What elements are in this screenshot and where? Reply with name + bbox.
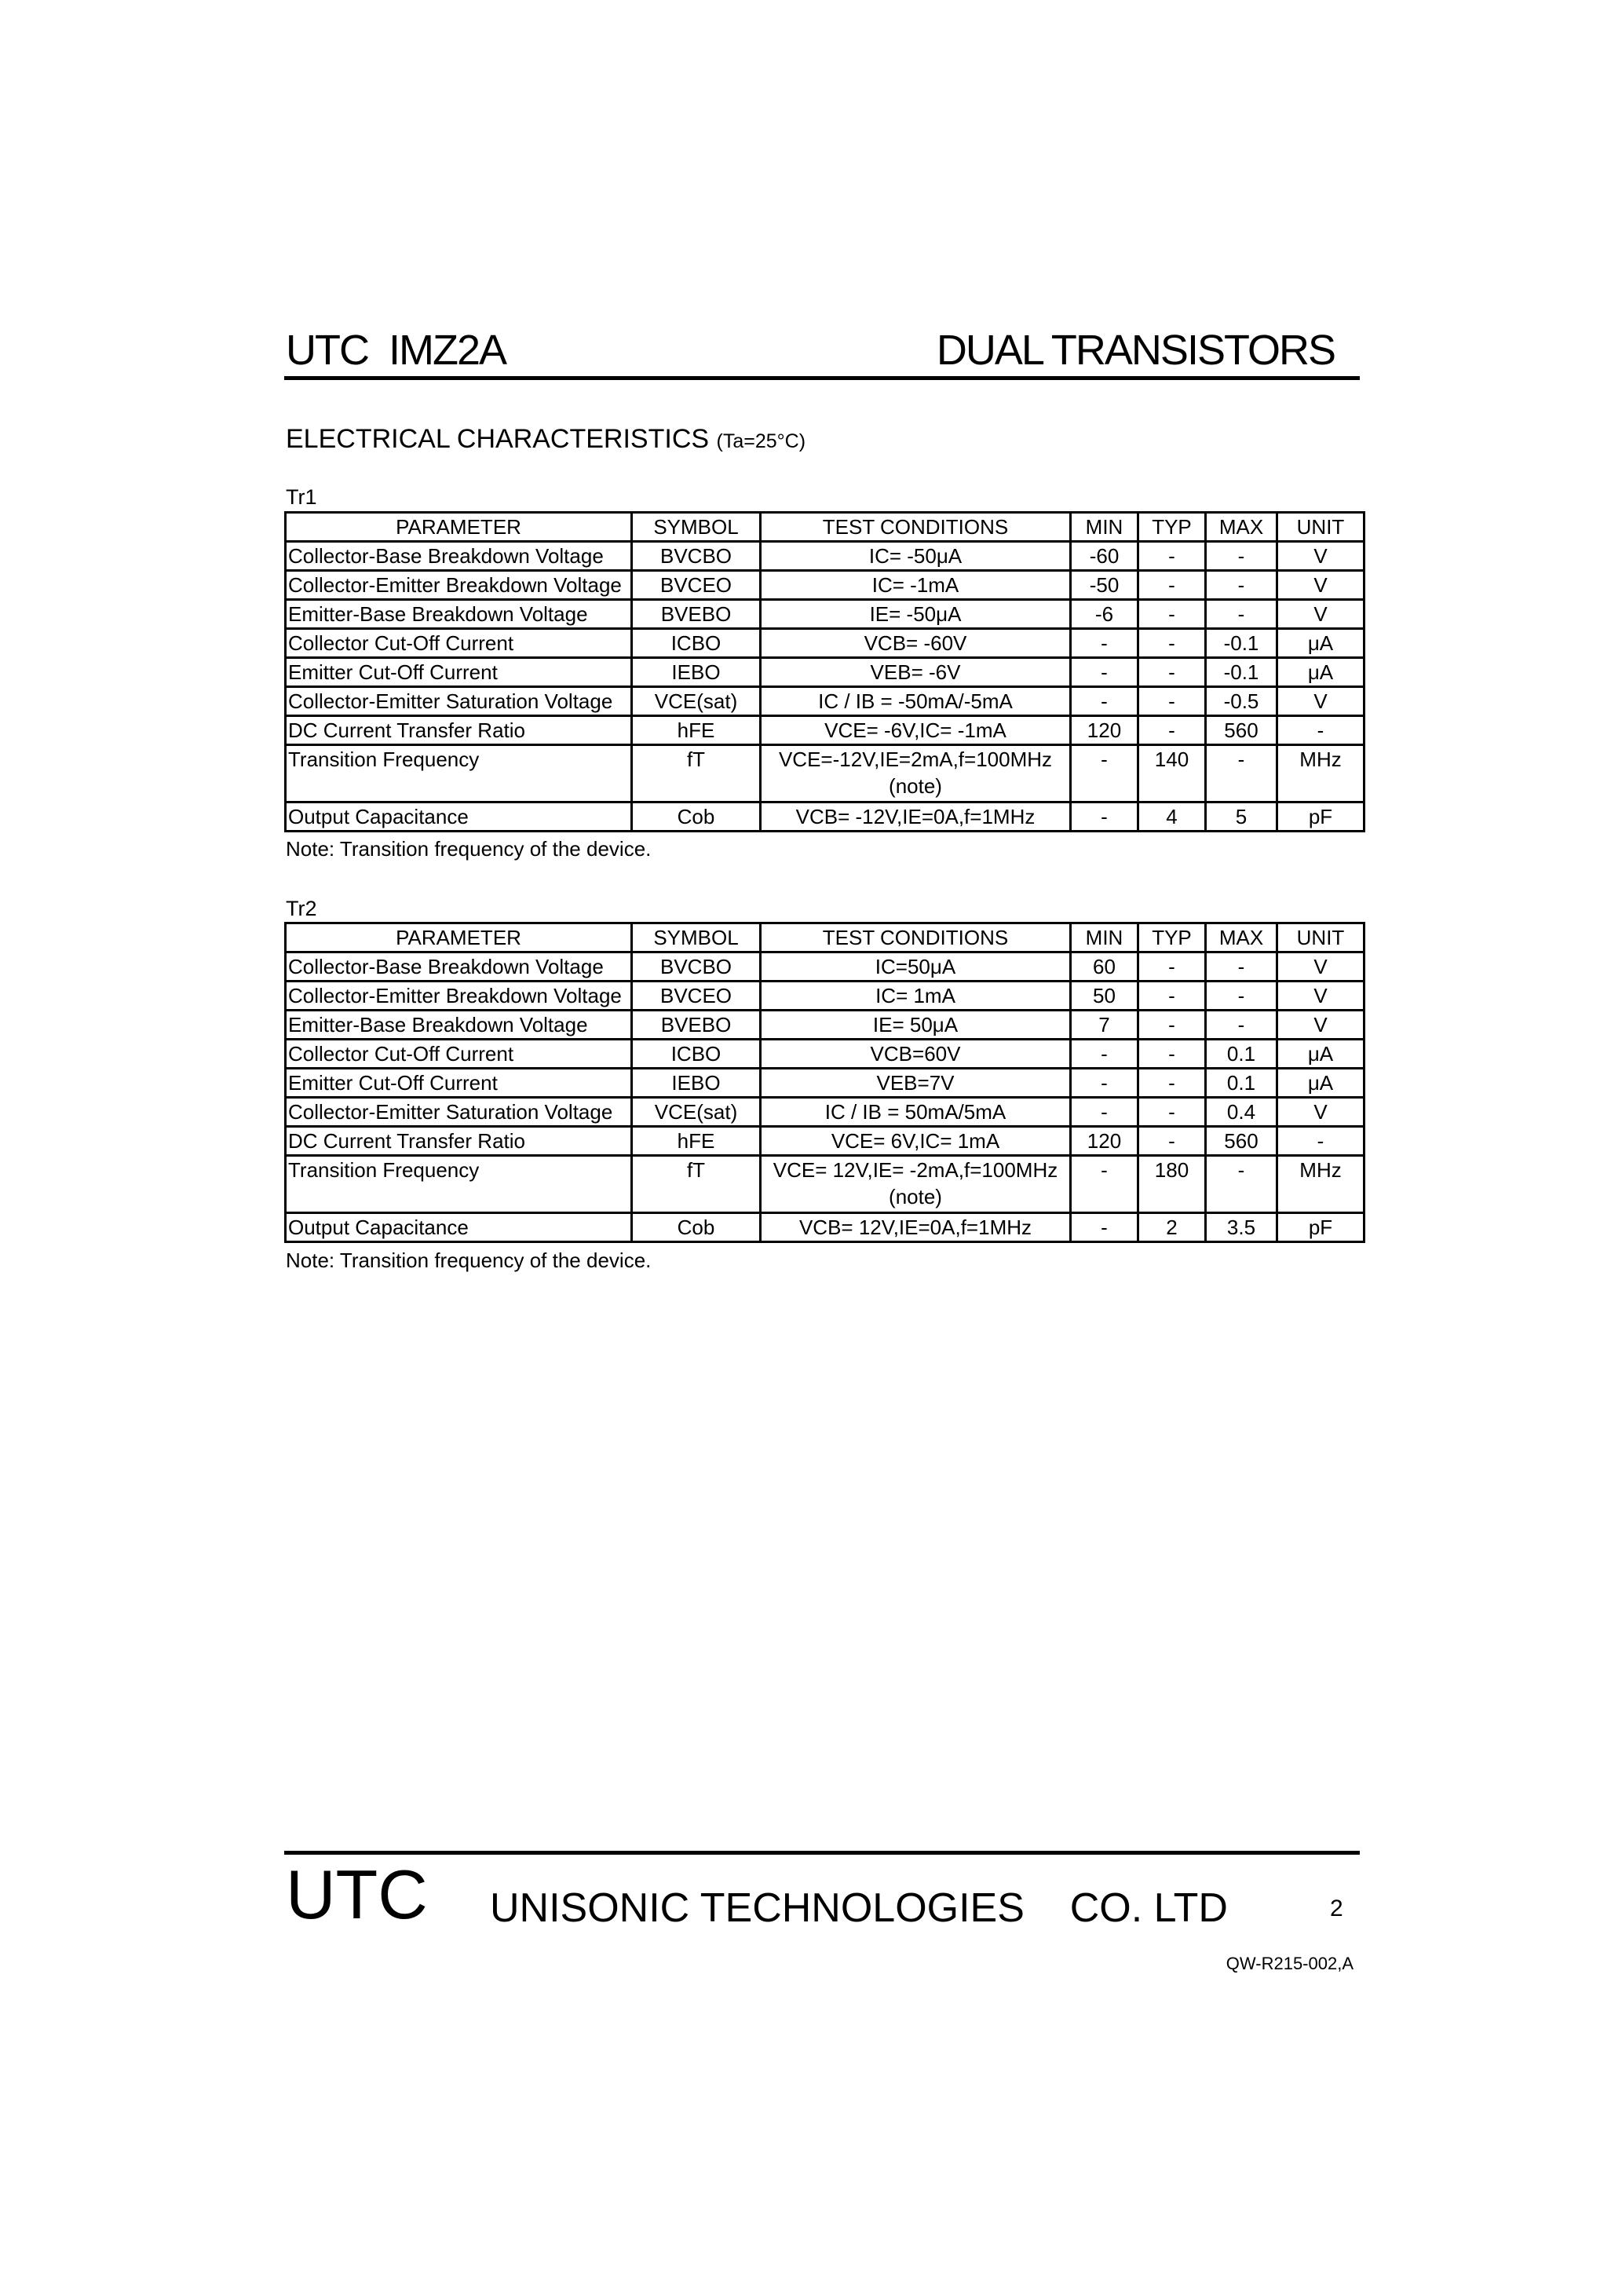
cell-test-conditions: VCB= 12V,IE=0A,f=1MHz xyxy=(761,1213,1071,1242)
cell-symbol: VCE(sat) xyxy=(632,687,761,716)
footer-company-name: UNISONIC TECHNOLOGIES CO. LTD xyxy=(490,1885,1228,1931)
col-unit: UNIT xyxy=(1277,923,1364,952)
cell-symbol: BVEBO xyxy=(632,1011,761,1040)
cell-min: - xyxy=(1071,1213,1138,1242)
tr2-label: Tr2 xyxy=(286,897,317,920)
table-row xyxy=(286,571,1364,600)
cell-test-conditions: IC= -50μA xyxy=(761,542,1071,571)
table-row xyxy=(286,1011,1364,1040)
cell-typ: - xyxy=(1138,542,1206,571)
cell-parameter: Collector-Base Breakdown Voltage xyxy=(286,952,632,982)
cell-unit: pF xyxy=(1277,1213,1364,1242)
cell-symbol: IEBO xyxy=(632,658,761,687)
cell-max: 0.1 xyxy=(1206,1040,1277,1069)
cell-parameter: Collector Cut-Off Current xyxy=(286,1040,632,1069)
table-row xyxy=(286,687,1364,716)
cell-min: 50 xyxy=(1071,982,1138,1011)
section-condition: (Ta=25°C) xyxy=(716,430,806,452)
col-symbol: SYMBOL xyxy=(632,513,761,542)
cell-unit: μA xyxy=(1277,658,1364,687)
cell-max: 560 xyxy=(1206,716,1277,745)
cell-test-conditions: VCE= 6V,IC= 1mA xyxy=(761,1127,1071,1156)
cell-test-conditions: VCE= 12V,IE= -2mA,f=100MHz (note) xyxy=(761,1156,1071,1213)
document-code: QW-R215-002,A xyxy=(1226,1954,1353,1973)
col-parameter: PARAMETER xyxy=(286,513,632,542)
cell-max: -0.1 xyxy=(1206,629,1277,658)
cell-symbol: BVCBO xyxy=(632,952,761,982)
col-unit: UNIT xyxy=(1277,513,1364,542)
cell-unit: MHz xyxy=(1277,1156,1364,1213)
footer-brand: UTC xyxy=(286,1855,428,1933)
header-device-type: DUAL TRANSISTORS xyxy=(936,327,1335,374)
header-rule xyxy=(284,376,1360,380)
cell-unit: V xyxy=(1277,1011,1364,1040)
cell-min: 7 xyxy=(1071,1011,1138,1040)
table-row xyxy=(286,1213,1364,1242)
cell-max: - xyxy=(1206,542,1277,571)
col-min: MIN xyxy=(1071,923,1138,952)
cell-max: -0.1 xyxy=(1206,658,1277,687)
table-row xyxy=(286,600,1364,629)
table-row xyxy=(286,952,1364,982)
cell-max: 560 xyxy=(1206,1127,1277,1156)
tr1-label: Tr1 xyxy=(286,485,317,509)
cell-parameter: Collector-Emitter Breakdown Voltage xyxy=(286,982,632,1011)
cell-test-conditions: VEB=7V xyxy=(761,1069,1071,1098)
cell-symbol: Cob xyxy=(632,1213,761,1242)
cell-typ: - xyxy=(1138,1069,1206,1098)
cell-test-conditions: VCB=60V xyxy=(761,1040,1071,1069)
cell-parameter: DC Current Transfer Ratio xyxy=(286,1127,632,1156)
cell-min: - xyxy=(1071,803,1138,832)
col-typ: TYP xyxy=(1138,513,1206,542)
cell-max: - xyxy=(1206,1011,1277,1040)
cell-parameter: Collector-Emitter Saturation Voltage xyxy=(286,687,632,716)
table-row xyxy=(286,1156,1364,1213)
table-row xyxy=(286,1069,1364,1098)
cell-max: -0.5 xyxy=(1206,687,1277,716)
cell-max: - xyxy=(1206,982,1277,1011)
cell-min: - xyxy=(1071,1040,1138,1069)
cell-min: -60 xyxy=(1071,542,1138,571)
cell-max: - xyxy=(1206,952,1277,982)
cell-min: 120 xyxy=(1071,716,1138,745)
cell-typ: - xyxy=(1138,1011,1206,1040)
col-test-conditions: TEST CONDITIONS xyxy=(761,923,1071,952)
cell-symbol: hFE xyxy=(632,1127,761,1156)
cell-max: - xyxy=(1206,745,1277,803)
cell-test-conditions: VCB= -60V xyxy=(761,629,1071,658)
cell-unit: - xyxy=(1277,1127,1364,1156)
cell-parameter: DC Current Transfer Ratio xyxy=(286,716,632,745)
cell-symbol: IEBO xyxy=(632,1069,761,1098)
cell-symbol: VCE(sat) xyxy=(632,1098,761,1127)
cell-unit: MHz xyxy=(1277,745,1364,803)
cell-symbol: Cob xyxy=(632,803,761,832)
cell-typ: 140 xyxy=(1138,745,1206,803)
cell-test-conditions: IC / IB = 50mA/5mA xyxy=(761,1098,1071,1127)
col-typ: TYP xyxy=(1138,923,1206,952)
cell-max: - xyxy=(1206,571,1277,600)
cell-test-conditions: IC=50μA xyxy=(761,952,1071,982)
page-number: 2 xyxy=(1330,1896,1343,1921)
cell-parameter: Collector Cut-Off Current xyxy=(286,629,632,658)
cell-typ: - xyxy=(1138,687,1206,716)
cell-symbol: ICBO xyxy=(632,629,761,658)
cell-max: - xyxy=(1206,600,1277,629)
cell-min: - xyxy=(1071,1156,1138,1213)
cell-typ: - xyxy=(1138,1127,1206,1156)
cell-parameter: Emitter Cut-Off Current xyxy=(286,658,632,687)
table-row xyxy=(286,1127,1364,1156)
table-row xyxy=(286,542,1364,571)
cell-symbol: BVCBO xyxy=(632,542,761,571)
table-row xyxy=(286,745,1364,803)
cell-typ: - xyxy=(1138,1040,1206,1069)
col-min: MIN xyxy=(1071,513,1138,542)
table-row xyxy=(286,803,1364,832)
cell-parameter: Collector-Base Breakdown Voltage xyxy=(286,542,632,571)
cell-typ: 2 xyxy=(1138,1213,1206,1242)
col-symbol: SYMBOL xyxy=(632,923,761,952)
cell-unit: μA xyxy=(1277,629,1364,658)
cell-symbol: BVCEO xyxy=(632,982,761,1011)
cell-test-conditions: VCE=-12V,IE=2mA,f=100MHz (note) xyxy=(761,745,1071,803)
table-row xyxy=(286,1040,1364,1069)
cell-test-conditions: VCE= -6V,IC= -1mA xyxy=(761,716,1071,745)
cell-min: - xyxy=(1071,658,1138,687)
tr1-table xyxy=(284,511,1365,832)
cell-unit: V xyxy=(1277,542,1364,571)
table-row xyxy=(286,1098,1364,1127)
cell-test-conditions: IE= 50μA xyxy=(761,1011,1071,1040)
table-row xyxy=(286,982,1364,1011)
cell-max: - xyxy=(1206,1156,1277,1213)
cell-unit: V xyxy=(1277,600,1364,629)
tr2-note: Note: Transition frequency of the device. xyxy=(286,1249,652,1272)
cell-parameter: Emitter-Base Breakdown Voltage xyxy=(286,1011,632,1040)
cell-min: - xyxy=(1071,745,1138,803)
cell-min: -6 xyxy=(1071,600,1138,629)
cell-unit: pF xyxy=(1277,803,1364,832)
cell-min: -50 xyxy=(1071,571,1138,600)
tr1-note: Note: Transition frequency of the device. xyxy=(286,837,652,861)
cell-typ: - xyxy=(1138,1098,1206,1127)
cell-max: 0.1 xyxy=(1206,1069,1277,1098)
cell-unit: V xyxy=(1277,952,1364,982)
cell-symbol: fT xyxy=(632,745,761,803)
section-title xyxy=(286,424,806,455)
cell-test-conditions: IE= -50μA xyxy=(761,600,1071,629)
cell-symbol: hFE xyxy=(632,716,761,745)
cell-parameter: Collector-Emitter Saturation Voltage xyxy=(286,1098,632,1127)
cell-unit: V xyxy=(1277,1098,1364,1127)
cell-parameter: Output Capacitance xyxy=(286,1213,632,1242)
cell-unit: V xyxy=(1277,571,1364,600)
cell-parameter: Emitter Cut-Off Current xyxy=(286,1069,632,1098)
cell-max: 3.5 xyxy=(1206,1213,1277,1242)
cell-typ: - xyxy=(1138,982,1206,1011)
cell-max: 0.4 xyxy=(1206,1098,1277,1127)
cell-unit: μA xyxy=(1277,1040,1364,1069)
tr1-header-row xyxy=(286,513,1364,542)
col-test-conditions: TEST CONDITIONS xyxy=(761,513,1071,542)
cell-typ: - xyxy=(1138,716,1206,745)
tr2-table xyxy=(284,922,1365,1243)
cell-typ: - xyxy=(1138,571,1206,600)
cell-test-conditions: VCB= -12V,IE=0A,f=1MHz xyxy=(761,803,1071,832)
cell-symbol: ICBO xyxy=(632,1040,761,1069)
cell-max: 5 xyxy=(1206,803,1277,832)
cell-min: 120 xyxy=(1071,1127,1138,1156)
cell-test-conditions: IC / IB = -50mA/-5mA xyxy=(761,687,1071,716)
cell-min: - xyxy=(1071,687,1138,716)
cell-parameter: Output Capacitance xyxy=(286,803,632,832)
cell-symbol: fT xyxy=(632,1156,761,1213)
cell-typ: - xyxy=(1138,952,1206,982)
cell-symbol: BVEBO xyxy=(632,600,761,629)
cell-test-conditions: IC= -1mA xyxy=(761,571,1071,600)
cell-unit: - xyxy=(1277,716,1364,745)
cell-min: 60 xyxy=(1071,952,1138,982)
cell-parameter: Emitter-Base Breakdown Voltage xyxy=(286,600,632,629)
table-row xyxy=(286,658,1364,687)
cell-typ: 4 xyxy=(1138,803,1206,832)
cell-parameter: Transition Frequency xyxy=(286,745,632,803)
footer-rule xyxy=(284,1851,1360,1855)
cell-test-conditions: IC= 1mA xyxy=(761,982,1071,1011)
cell-unit: μA xyxy=(1277,1069,1364,1098)
cell-parameter: Transition Frequency xyxy=(286,1156,632,1213)
cell-min: - xyxy=(1071,1098,1138,1127)
cell-typ: - xyxy=(1138,600,1206,629)
cell-typ: - xyxy=(1138,629,1206,658)
table-row xyxy=(286,716,1364,745)
cell-unit: V xyxy=(1277,687,1364,716)
cell-typ: 180 xyxy=(1138,1156,1206,1213)
col-max: MAX xyxy=(1206,513,1277,542)
cell-min: - xyxy=(1071,1069,1138,1098)
cell-symbol: BVCEO xyxy=(632,571,761,600)
header-part-number: UTC IMZ2A xyxy=(286,327,506,374)
cell-unit: V xyxy=(1277,982,1364,1011)
table-row xyxy=(286,629,1364,658)
cell-test-conditions: VEB= -6V xyxy=(761,658,1071,687)
section-title-text: ELECTRICAL CHARACTERISTICS xyxy=(286,424,710,454)
col-parameter: PARAMETER xyxy=(286,923,632,952)
cell-parameter: Collector-Emitter Breakdown Voltage xyxy=(286,571,632,600)
col-max: MAX xyxy=(1206,923,1277,952)
tr2-header-row xyxy=(286,923,1364,952)
cell-min: - xyxy=(1071,629,1138,658)
cell-typ: - xyxy=(1138,658,1206,687)
